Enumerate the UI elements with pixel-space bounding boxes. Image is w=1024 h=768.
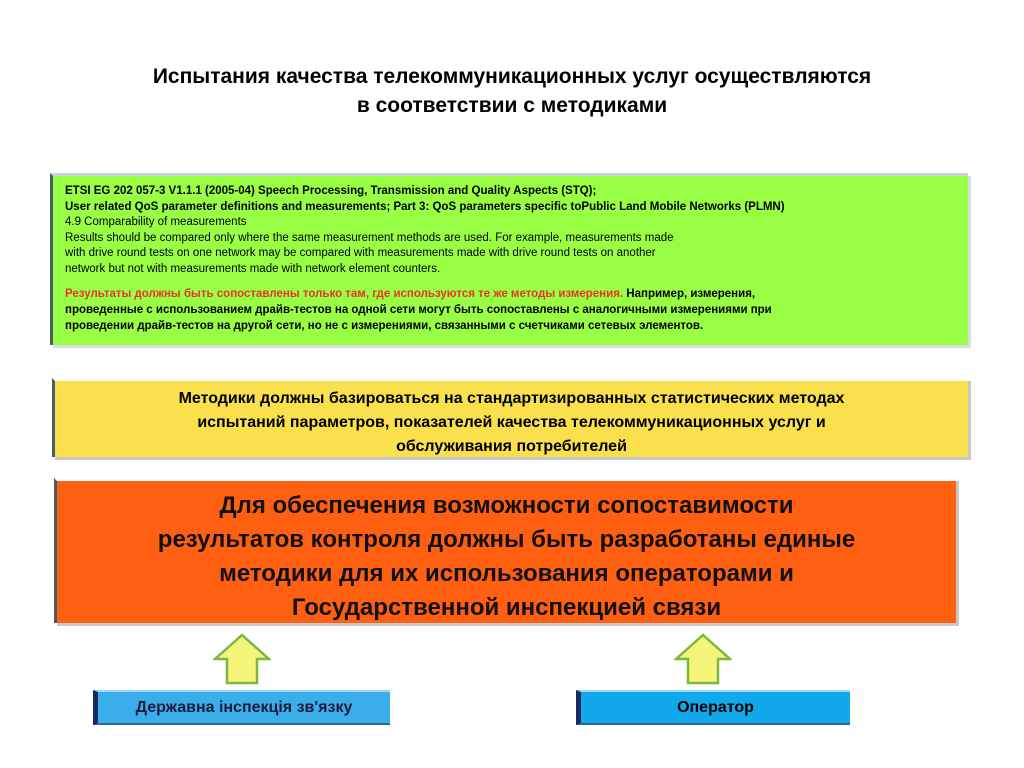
etsi-line-5: with drive round tests on one network may be compared with measurements made with drive round tests on another — [65, 247, 656, 259]
state-inspection-button[interactable]: Державна інспекція зв'язку — [93, 690, 390, 725]
up-arrow-icon — [674, 633, 732, 685]
unified-methods-box — [54, 478, 956, 623]
orange-line-4: Государственной инспекцией связи — [291, 594, 722, 621]
translation-line-3: проведении драйв-тестов на другой сети, но не с измерениями, связанными с счетчиками сетевых элементов. — [65, 320, 704, 332]
title-line-1: Испытания качества телекоммуникационных услуг осуществляются — [152, 65, 872, 88]
etsi-standard-box — [50, 173, 968, 345]
etsi-line-6: network but not with measurements made with network element counters. — [65, 262, 441, 275]
methods-line-3: обслуживания потребителей — [396, 438, 627, 455]
russian-translation — [65, 286, 958, 334]
etsi-line-1: ETSI EG 202 057-3 V1.1.1 (2005-04) Speech Processing, Transmission and Quality Aspects (STQ); — [65, 185, 597, 197]
etsi-line-2: User related QoS parameter definitions and measurements; Part 3: QoS parameters specific toPublic Land Mobile Networks (PLMN) — [65, 200, 785, 213]
translation-highlight: Результаты должны быть сопоставлены только там, где используются те же методы измерения. — [65, 288, 624, 300]
title-line-2: в соответствии с методиками — [356, 94, 668, 117]
etsi-line-3: 4.9 Comparability of measurements — [65, 216, 247, 228]
methods-requirement-box — [52, 378, 968, 457]
translation-continuation: Например, измерения, — [623, 288, 756, 300]
methods-line-2: испытаний параметров, показателей качества телекоммуникационных услуг и — [197, 414, 826, 431]
etsi-line-4: Results should be compared only where the same measurement methods are used. For example, measurements made — [65, 231, 674, 244]
operator-button[interactable]: Оператор — [576, 690, 850, 725]
orange-line-3: методики для их использования операторами и — [219, 560, 794, 587]
orange-line-1: Для обеспечения возможности сопоставимости — [219, 492, 794, 519]
slide-title — [40, 62, 984, 120]
methods-line-1: Методики должны базироваться на стандартизированных статистических методах — [178, 390, 845, 407]
up-arrow-icon — [213, 633, 271, 685]
translation-line-2: проведенные с использованием драйв-тестов на одной сети могут быть сопоставлены с аналогичными измерениями при — [65, 304, 772, 316]
orange-line-2: результатов контроля должны быть разработаны единые — [157, 526, 856, 553]
